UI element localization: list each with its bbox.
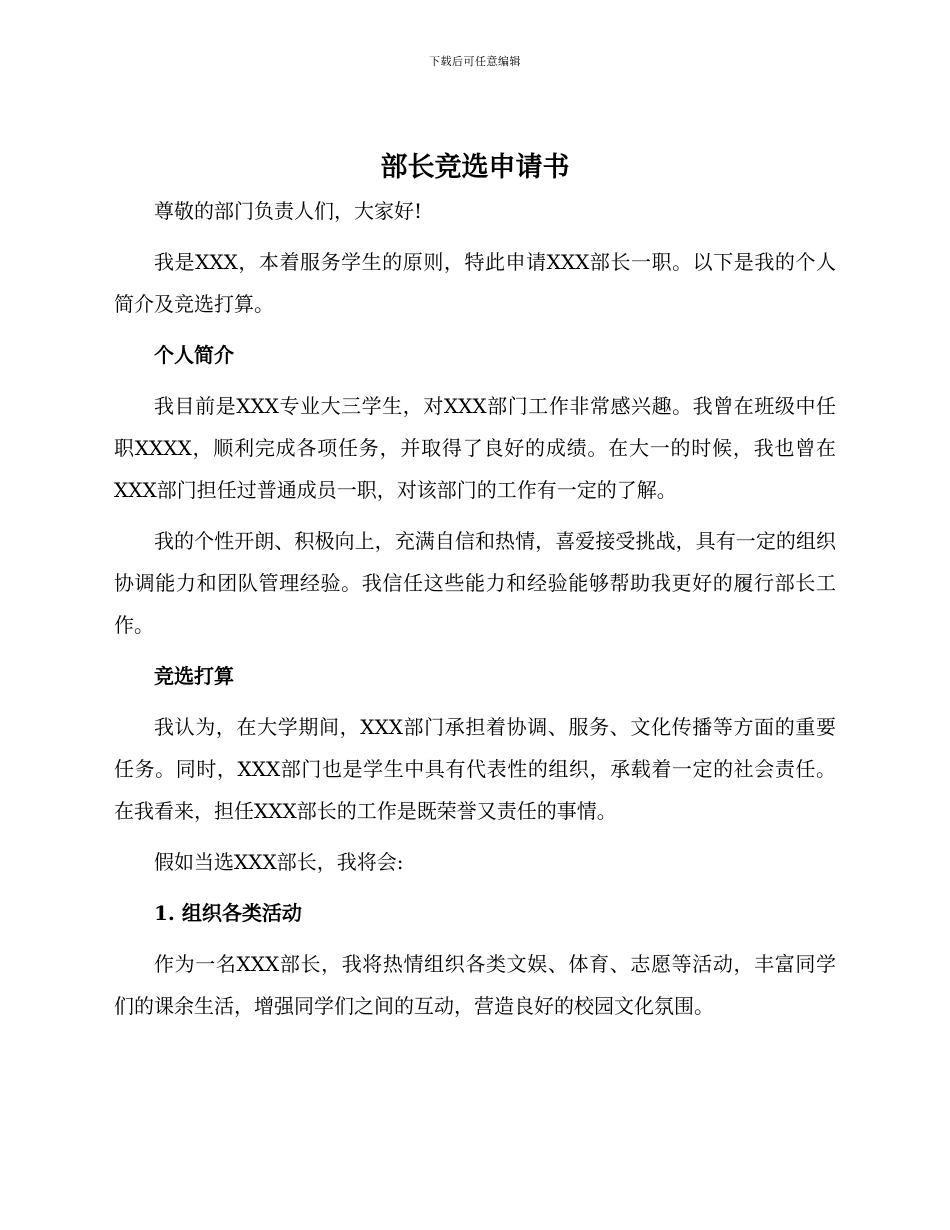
section-heading-campaign-plan: 竞选打算	[154, 664, 234, 688]
profile-paragraph-2: 我的个性开朗、积极向上，充满自信和热情，喜爱接受挑战，具有一定的组织协调能力和团队管理经验。我信任这些能力和经验能够帮助我更好的履行部长工作。	[114, 529, 836, 637]
plan-paragraph-1: 我认为，在大学期间，XXX部门承担着协调、服务、文化传播等方面的重要任务。同时，XXX部门也是学生中具有代表性的组织，承载着一定的社会责任。在我看来，担任XXX部长的工作是既荣誉又责任的事情。	[114, 715, 836, 823]
plan-paragraph-2: 假如当选XXX部长，我将会:	[154, 850, 404, 874]
document-title: 部长竞选申请书	[380, 152, 570, 183]
organize-activities-paragraph: 作为一名XXX部长，我将热情组织各类文娱、体育、志愿等活动，丰富同学们的课余生活，增强同学们之间的互动，营造良好的校园文化氛围。	[114, 952, 836, 1018]
greeting-paragraph: 尊敬的部门负责人们，大家好!	[154, 199, 423, 223]
list-item-heading-organize-activities: 1. 组织各类活动	[154, 901, 302, 925]
intro-paragraph: 我是XXX，本着服务学生的原则，特此申请XXX部长一职。以下是我的个人简介及竞选打算。	[114, 250, 836, 316]
page-header-note: 下载后可任意编辑	[429, 55, 521, 68]
profile-paragraph-1: 我目前是XXX专业大三学生，对XXX部门工作非常感兴趣。我曾在班级中任职XXXX，顺利完成各项任务，并取得了良好的成绩。在大一的时候，我也曾在XXX部门担任过普通成员一职，对该部门的工作有一定的了解。	[114, 394, 836, 502]
document-body	[114, 190, 836, 1036]
section-heading-personal-profile: 个人简介	[154, 343, 234, 367]
